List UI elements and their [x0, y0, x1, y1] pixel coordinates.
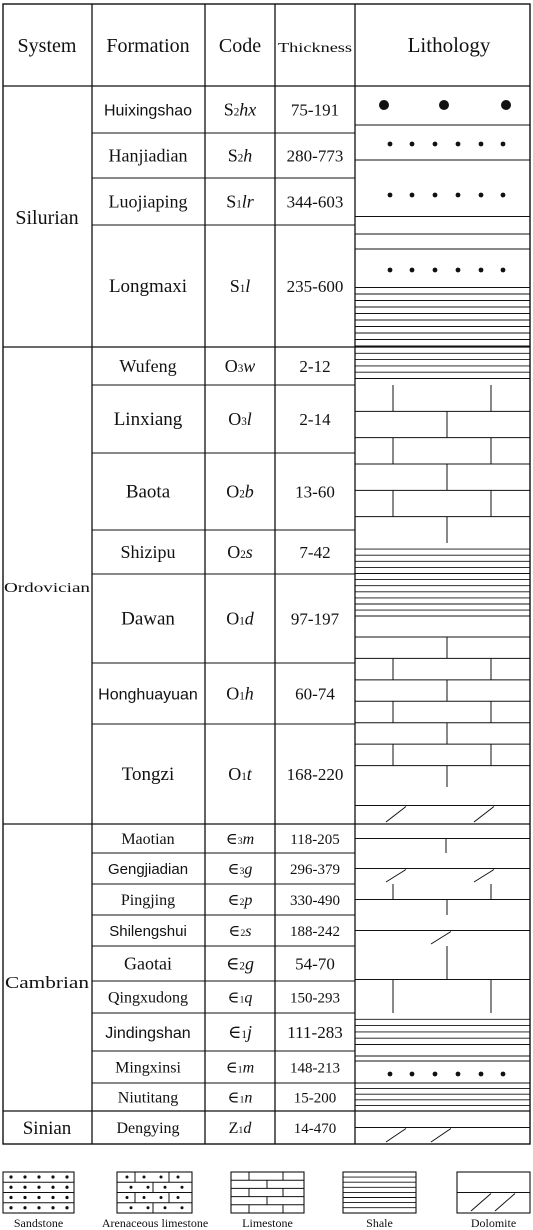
formation-thickness: 330-490	[290, 892, 340, 909]
legend-arenaceous	[102, 1172, 208, 1230]
sand-dot	[456, 268, 461, 273]
formation-name: Huixingshao	[103, 102, 193, 120]
code-prefix: ∈	[227, 989, 240, 1007]
formation-name: Tongzi	[121, 764, 175, 786]
code-suffix: d	[243, 1119, 252, 1137]
code-subscript: 1	[241, 1029, 247, 1042]
sand-dot	[388, 268, 393, 273]
code-prefix: O	[227, 542, 241, 563]
legend-dot	[37, 1196, 40, 1199]
code-prefix: S	[229, 276, 240, 297]
formation-thickness: 13-60	[295, 482, 335, 502]
code-subscript: 2	[239, 488, 245, 501]
formation-thickness: 54-70	[295, 954, 335, 974]
formation-code	[228, 861, 253, 878]
code-subscript: 1	[239, 994, 245, 1006]
legend-dot	[147, 1186, 150, 1189]
code-subscript: 2	[240, 927, 246, 939]
sand-dot	[501, 100, 511, 110]
sand-dot	[456, 142, 461, 147]
formation-thickness: 7-42	[299, 543, 331, 563]
code-suffix: l	[245, 276, 251, 297]
formation-thickness: 60-74	[295, 684, 335, 704]
formation-thickness: 15-200	[293, 1090, 337, 1107]
code-prefix: ∈	[225, 1059, 238, 1077]
formation-code	[227, 542, 253, 562]
formation-code	[228, 1089, 253, 1106]
legend-dot	[181, 1206, 184, 1209]
formation-thickness: 280-773	[286, 146, 344, 166]
legend-limestone	[231, 1172, 304, 1230]
code-prefix: O	[224, 356, 238, 377]
sand-dot	[479, 142, 484, 147]
formation-name: Dawan	[121, 608, 175, 630]
code-prefix: ∈	[225, 830, 238, 848]
formation-name: Longmaxi	[108, 276, 188, 298]
formation-thickness: 14-470	[293, 1120, 337, 1137]
sand-dot	[501, 142, 506, 147]
legend-dot	[65, 1175, 68, 1178]
formation-code	[225, 356, 256, 376]
formation-thickness: 148-213	[290, 1060, 340, 1077]
formation-code	[228, 764, 253, 784]
code-prefix: O	[228, 409, 242, 430]
sand-dot	[479, 1072, 484, 1077]
formation-name: Gaotai	[124, 953, 172, 974]
formation-name: Qingxudong	[108, 989, 188, 1007]
formation-thickness: 168-220	[286, 765, 344, 785]
dolomite-slash	[471, 1194, 491, 1212]
formation-name: Luojiaping	[108, 191, 188, 212]
formation-code	[224, 100, 257, 120]
legend-dot	[177, 1196, 180, 1199]
formation-code	[228, 409, 252, 429]
formation-name: Gengjiadian	[107, 860, 189, 878]
code-suffix: m	[242, 830, 255, 848]
code-subscript: 3	[239, 865, 245, 877]
sand-dot	[388, 1072, 393, 1077]
dolomite-slash	[474, 807, 494, 823]
legend-dot	[51, 1206, 54, 1209]
code-suffix: s	[245, 922, 252, 940]
formation-name: Shilengshui	[109, 922, 187, 940]
legend-dolomite	[457, 1172, 530, 1230]
formation-code	[230, 276, 251, 296]
legend-label: Arenaceous limestone	[101, 1216, 209, 1230]
legend-shale	[343, 1172, 416, 1230]
formation-thickness: 111-283	[287, 1023, 343, 1043]
formation-name: Shizipu	[120, 542, 176, 563]
code-prefix: ∈	[227, 860, 240, 878]
legend-dot	[65, 1196, 68, 1199]
code-subscript: 1	[239, 283, 246, 296]
legend-dot	[177, 1176, 180, 1179]
sand-dot	[410, 268, 415, 273]
legend-dot	[23, 1206, 26, 1209]
legend-dot	[181, 1186, 184, 1189]
formation-code	[228, 989, 253, 1006]
legend-sandstone	[3, 1172, 74, 1230]
formation-code	[228, 892, 253, 909]
formation-code	[228, 923, 251, 940]
legend-dot	[23, 1186, 26, 1189]
formation-code	[228, 1022, 252, 1042]
code-prefix: S	[227, 145, 238, 166]
sand-dot	[388, 142, 393, 147]
legend-dot	[9, 1186, 12, 1189]
legend-dot	[37, 1186, 40, 1189]
code-prefix: Z	[228, 1119, 239, 1137]
code-prefix: ∈	[227, 891, 240, 909]
code-subscript: 3	[237, 835, 243, 847]
code-prefix: O	[228, 764, 242, 785]
code-suffix: g	[244, 860, 253, 878]
formation-thickness: 150-293	[290, 990, 340, 1007]
formation-code	[226, 482, 254, 502]
formation-name: Linxiang	[113, 409, 183, 431]
sand-dot	[433, 142, 438, 147]
system-label-cambrian: Cambrian	[5, 973, 90, 992]
code-prefix: ∈	[226, 953, 240, 974]
formation-thickness: 344-603	[286, 192, 344, 212]
formation-name: Hanjiadian	[108, 145, 188, 166]
legend-dot	[51, 1175, 54, 1178]
legend-dot	[143, 1196, 146, 1199]
sand-dot	[501, 193, 506, 198]
code-subscript: 1	[239, 690, 245, 703]
code-prefix: S	[223, 99, 234, 120]
legend-dot	[9, 1196, 12, 1199]
legend-dot	[130, 1206, 133, 1209]
code-subscript: 1	[236, 198, 242, 211]
formation-thickness: 97-197	[290, 609, 340, 629]
code-suffix: n	[244, 1089, 253, 1107]
legend-dot	[9, 1206, 12, 1209]
sand-dot	[479, 193, 484, 198]
code-prefix: O	[226, 608, 240, 629]
code-suffix: g	[244, 953, 254, 974]
sand-dot	[433, 193, 438, 198]
sand-dot	[456, 193, 461, 198]
formation-thickness: 235-600	[286, 277, 344, 297]
formation-name: Pingjing	[120, 891, 176, 909]
legend-dot	[9, 1175, 12, 1178]
formation-code	[226, 831, 254, 848]
legend-label: Sandstone	[13, 1216, 64, 1230]
system-label-silurian: Silurian	[15, 207, 79, 229]
legend-dot	[51, 1186, 54, 1189]
legend-swatch-frame	[231, 1172, 304, 1213]
formation-name: Honghuayuan	[98, 686, 198, 704]
code-subscript: 1	[237, 1064, 243, 1076]
legend-dot	[130, 1186, 133, 1189]
code-prefix: S	[226, 191, 237, 212]
sand-dot	[410, 142, 415, 147]
formation-thickness: 296-379	[290, 861, 340, 878]
sand-dot	[388, 193, 393, 198]
code-suffix: s	[245, 542, 253, 563]
code-suffix: w	[243, 356, 256, 377]
code-prefix: ∈	[228, 922, 241, 940]
sand-dot	[479, 268, 484, 273]
formation-code	[226, 954, 254, 974]
legend-dot	[126, 1196, 129, 1199]
legend-label: Shale	[366, 1216, 393, 1230]
sand-dot	[501, 1072, 506, 1077]
header-formation: Formation	[106, 35, 190, 57]
dolomite-slash	[386, 1129, 406, 1143]
code-subscript: 3	[237, 363, 244, 376]
code-suffix: j	[246, 1022, 252, 1043]
formation-name: Niutitang	[117, 1089, 179, 1107]
code-suffix: hx	[239, 99, 257, 120]
code-prefix: ∈	[227, 1089, 240, 1107]
code-suffix: l	[246, 409, 252, 430]
formation-code	[229, 1120, 253, 1137]
legend-dot	[51, 1196, 54, 1199]
legend-dot	[65, 1206, 68, 1209]
sand-dot	[439, 100, 449, 110]
code-subscript: 2	[240, 549, 246, 562]
code-suffix: m	[242, 1059, 255, 1077]
system-label-ordovician: Ordovician	[4, 581, 90, 596]
formation-code	[226, 684, 254, 704]
formation-name: Maotian	[121, 830, 175, 848]
code-suffix: p	[244, 891, 253, 909]
sand-dot	[410, 1072, 415, 1077]
legend-dot	[65, 1186, 68, 1189]
legend-dot	[126, 1176, 129, 1179]
code-suffix: h	[243, 145, 253, 166]
legend-label: Limestone	[242, 1216, 293, 1230]
code-subscript: 3	[241, 416, 247, 429]
code-suffix: lr	[241, 191, 254, 212]
legend-dot	[160, 1176, 163, 1179]
code-prefix: ∈	[228, 1022, 242, 1043]
legend-dot	[23, 1196, 26, 1199]
code-subscript: 2	[239, 960, 245, 973]
code-subscript: 1	[238, 1124, 244, 1136]
dolomite-slash	[431, 932, 451, 945]
sand-dot	[501, 268, 506, 273]
legend-dot	[37, 1206, 40, 1209]
code-subscript: 2	[239, 896, 245, 908]
legend-dot	[160, 1196, 163, 1199]
formation-thickness: 118-205	[290, 831, 340, 848]
legend-label: Dolomite	[470, 1216, 517, 1230]
header-thickness: Thickness	[278, 41, 352, 56]
formation-thickness: 2-14	[299, 410, 331, 430]
header-system: System	[17, 35, 77, 57]
formation-name: Wufeng	[119, 356, 177, 377]
code-prefix: O	[226, 481, 240, 502]
header-lithology: Lithology	[407, 33, 491, 57]
dolomite-slash	[474, 870, 494, 883]
formation-thickness: 188-242	[290, 923, 340, 940]
code-suffix: q	[244, 989, 253, 1007]
formation-name: Baota	[125, 481, 171, 503]
code-subscript: 1	[239, 615, 245, 628]
formation-name: Dengying	[116, 1119, 180, 1137]
legend-dot	[37, 1175, 40, 1178]
formation-name: Mingxinsi	[115, 1059, 181, 1077]
system-label-sinian: Sinian	[22, 1118, 72, 1139]
formation-thickness: 2-12	[299, 357, 331, 377]
code-subscript: 2	[233, 106, 240, 119]
code-suffix: t	[246, 764, 252, 785]
sand-dot	[433, 1072, 438, 1077]
code-subscript: 2	[237, 152, 244, 165]
sand-dot	[456, 1072, 461, 1077]
code-suffix: d	[244, 608, 254, 629]
formation-code	[226, 192, 255, 212]
formation-code	[228, 146, 253, 166]
legend-dot	[23, 1175, 26, 1178]
code-suffix: b	[244, 481, 254, 502]
formation-name: Jindingshan	[105, 1025, 191, 1043]
code-subscript: 1	[241, 771, 247, 784]
legend-dot	[147, 1206, 150, 1209]
formation-code	[226, 609, 255, 629]
legend-dot	[164, 1186, 167, 1189]
code-prefix: O	[226, 683, 240, 704]
dolomite-slash	[386, 807, 406, 823]
dolomite-slash	[386, 870, 406, 883]
sand-dot	[379, 100, 389, 110]
code-subscript: 1	[239, 1094, 245, 1106]
dolomite-slash	[495, 1194, 515, 1212]
formation-code	[226, 1059, 254, 1076]
sand-dot	[410, 193, 415, 198]
legend-dot	[164, 1206, 167, 1209]
formation-thickness: 75-191	[290, 100, 340, 120]
code-suffix: h	[244, 683, 254, 704]
header-code: Code	[218, 35, 262, 57]
dolomite-slash	[431, 1129, 451, 1143]
legend-dot	[143, 1176, 146, 1179]
sand-dot	[433, 268, 438, 273]
